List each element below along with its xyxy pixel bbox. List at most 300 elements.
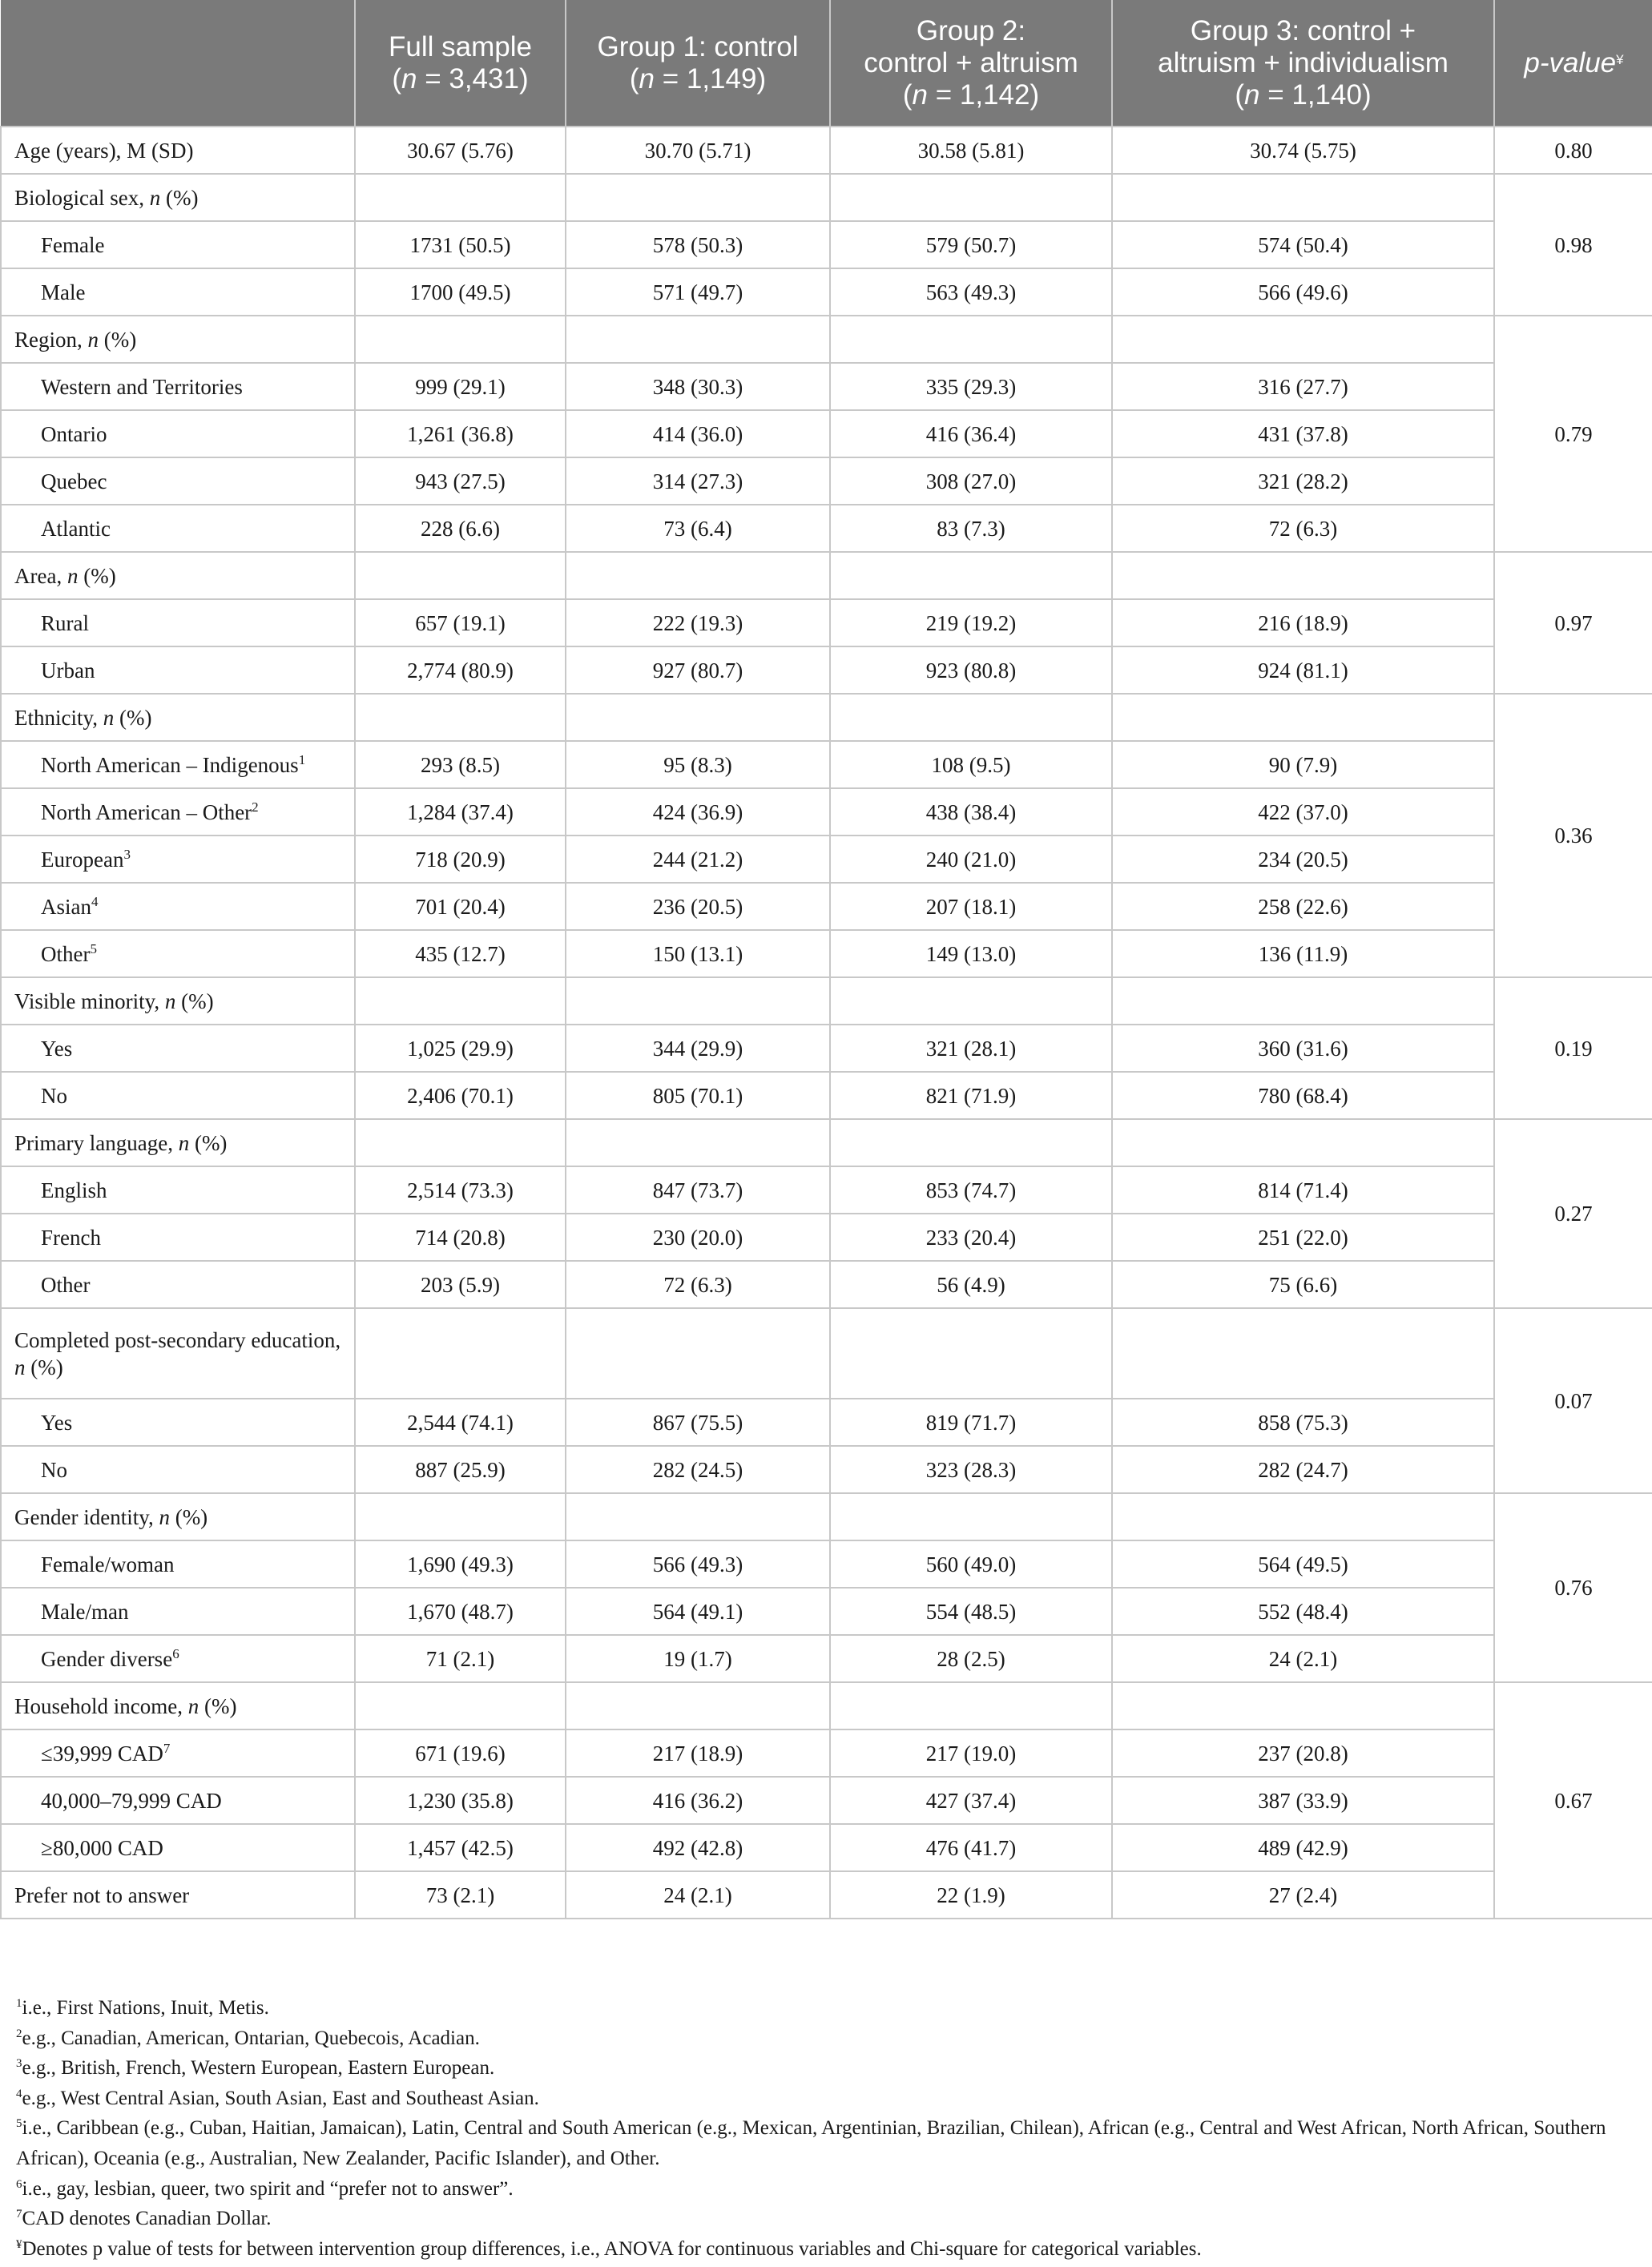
value-cell: 30.67 (5.76) bbox=[355, 127, 566, 174]
footnote-text: i.e., Caribbean (e.g., Cuban, Haitian, Jamaican), Latin, Central and South American (e.g., Mexican, Argentinian, Brazilian, Chilean), African (e.g., Central and West African, North African, Southern African), Oceania (e.g., Australian, New Zealander, Pacific Islander), and Other. bbox=[16, 2117, 1606, 2169]
empty-cell bbox=[1112, 977, 1494, 1025]
category-row bbox=[1, 1682, 1652, 1729]
table-row bbox=[1, 646, 1652, 694]
row-label-text: Male bbox=[41, 280, 86, 304]
table-row bbox=[1, 599, 1652, 646]
category-label bbox=[1, 1682, 355, 1729]
row-label-text: Urban bbox=[41, 658, 95, 683]
footnote-marker: 4 bbox=[91, 893, 99, 909]
row-label-text: Other bbox=[41, 941, 91, 966]
category-row bbox=[1, 1308, 1652, 1399]
table-row bbox=[1, 1588, 1652, 1635]
empty-cell bbox=[830, 1119, 1112, 1166]
category-row bbox=[1, 316, 1652, 363]
value-cell: 867 (75.5) bbox=[566, 1399, 830, 1446]
empty-cell bbox=[566, 552, 830, 599]
value-cell: 236 (20.5) bbox=[566, 883, 830, 930]
row-label bbox=[1, 457, 355, 505]
value-cell: 314 (27.3) bbox=[566, 457, 830, 505]
value-cell: 805 (70.1) bbox=[566, 1072, 830, 1119]
value-cell: 416 (36.4) bbox=[830, 410, 1112, 457]
value-cell: 821 (71.9) bbox=[830, 1072, 1112, 1119]
row-label bbox=[1, 221, 355, 268]
value-cell: 424 (36.9) bbox=[566, 788, 830, 836]
value-cell: 1,284 (37.4) bbox=[355, 788, 566, 836]
value-cell: 1731 (50.5) bbox=[355, 221, 566, 268]
empty-cell bbox=[1112, 694, 1494, 741]
footnote bbox=[16, 2023, 1642, 2054]
table-row bbox=[1, 1871, 1652, 1919]
footnote-text: Denotes p value of tests for between intervention group differences, i.e., ANOVA for continuous variables and Chi-square for categorical variables. bbox=[22, 2237, 1202, 2260]
empty-cell bbox=[566, 1119, 830, 1166]
stat-n-symbol: n bbox=[159, 1504, 170, 1529]
value-cell: 228 (6.6) bbox=[355, 505, 566, 552]
row-label bbox=[1, 1729, 355, 1777]
value-cell: 293 (8.5) bbox=[355, 741, 566, 788]
footnote bbox=[16, 2113, 1642, 2173]
header-group-3-n: (n = 1,140) bbox=[1235, 79, 1372, 111]
value-cell: 217 (18.9) bbox=[566, 1729, 830, 1777]
row-label bbox=[1, 1072, 355, 1119]
footnote-text: CAD denotes Canadian Dollar. bbox=[22, 2208, 272, 2230]
value-cell: 563 (49.3) bbox=[830, 268, 1112, 316]
table-row bbox=[1, 127, 1652, 174]
value-cell: 56 (4.9) bbox=[830, 1261, 1112, 1308]
value-cell: 579 (50.7) bbox=[830, 221, 1112, 268]
value-cell: 560 (49.0) bbox=[830, 1540, 1112, 1588]
empty-cell bbox=[566, 694, 830, 741]
value-cell: 73 (2.1) bbox=[355, 1871, 566, 1919]
empty-cell bbox=[355, 1119, 566, 1166]
value-cell: 566 (49.6) bbox=[1112, 268, 1494, 316]
value-cell: 476 (41.7) bbox=[830, 1824, 1112, 1871]
value-cell: 27 (2.4) bbox=[1112, 1871, 1494, 1919]
empty-cell bbox=[830, 694, 1112, 741]
empty-cell bbox=[566, 174, 830, 221]
row-label-text: ≥80,000 CAD bbox=[41, 1835, 163, 1860]
stat-percent-label: (%) bbox=[189, 1130, 228, 1155]
value-cell: 2,514 (73.3) bbox=[355, 1166, 566, 1214]
table-row bbox=[1, 741, 1652, 788]
value-cell: 427 (37.4) bbox=[830, 1777, 1112, 1824]
header-group-2-title-line-2: control + altruism bbox=[864, 46, 1078, 79]
row-label bbox=[1, 646, 355, 694]
value-cell: 1,690 (49.3) bbox=[355, 1540, 566, 1588]
value-cell: 75 (6.6) bbox=[1112, 1261, 1494, 1308]
header-full-sample-n: (n = 3,431) bbox=[392, 62, 529, 95]
value-cell: 217 (19.0) bbox=[830, 1729, 1112, 1777]
row-label-text: English bbox=[41, 1178, 107, 1202]
value-cell: 431 (37.8) bbox=[1112, 410, 1494, 457]
table-row bbox=[1, 410, 1652, 457]
table-row bbox=[1, 1824, 1652, 1871]
value-cell: 207 (18.1) bbox=[830, 883, 1112, 930]
row-label-text: Male/man bbox=[41, 1599, 129, 1624]
header-group-2-title-line-1: Group 2: bbox=[916, 14, 1026, 46]
stat-n-symbol: n bbox=[164, 989, 176, 1013]
header-cell-group-3 bbox=[1112, 0, 1494, 127]
footnote-text: e.g., Canadian, American, Ontarian, Quebecois, Acadian. bbox=[22, 2027, 480, 2049]
row-label bbox=[1, 1025, 355, 1072]
value-cell: 574 (50.4) bbox=[1112, 221, 1494, 268]
value-cell: 2,774 (80.9) bbox=[355, 646, 566, 694]
value-cell: 73 (6.4) bbox=[566, 505, 830, 552]
value-cell: 554 (48.5) bbox=[830, 1588, 1112, 1635]
category-label bbox=[1, 552, 355, 599]
row-label bbox=[1, 268, 355, 316]
empty-cell bbox=[830, 1493, 1112, 1540]
row-label bbox=[1, 1824, 355, 1871]
p-value-cell: 0.07 bbox=[1494, 1308, 1652, 1493]
row-label bbox=[1, 1777, 355, 1824]
value-cell: 237 (20.8) bbox=[1112, 1729, 1494, 1777]
table-row bbox=[1, 1729, 1652, 1777]
row-label bbox=[1, 1635, 355, 1682]
row-label bbox=[1, 1166, 355, 1214]
empty-cell bbox=[566, 977, 830, 1025]
row-label-text: No bbox=[41, 1083, 67, 1108]
table-row bbox=[1, 1261, 1652, 1308]
footnote-mark: 1 bbox=[16, 1997, 22, 2010]
footnote bbox=[16, 2053, 1642, 2084]
table-row bbox=[1, 1214, 1652, 1261]
value-cell: 219 (19.2) bbox=[830, 599, 1112, 646]
header-cell-variable bbox=[1, 0, 355, 127]
row-label-text: Western and Territories bbox=[41, 374, 243, 399]
value-cell: 282 (24.5) bbox=[566, 1446, 830, 1493]
value-cell: 1,025 (29.9) bbox=[355, 1025, 566, 1072]
empty-cell bbox=[355, 1682, 566, 1729]
value-cell: 24 (2.1) bbox=[1112, 1635, 1494, 1682]
category-label bbox=[1, 977, 355, 1025]
row-label bbox=[1, 930, 355, 977]
footnote-marker: 6 bbox=[172, 1645, 179, 1661]
value-cell: 1,457 (42.5) bbox=[355, 1824, 566, 1871]
row-label-text: Female/woman bbox=[41, 1552, 175, 1576]
value-cell: 203 (5.9) bbox=[355, 1261, 566, 1308]
row-label-text: 40,000–79,999 CAD bbox=[41, 1788, 222, 1813]
header-group-1-title: Group 1: control bbox=[597, 30, 799, 62]
footnote bbox=[16, 2174, 1642, 2205]
value-cell: 28 (2.5) bbox=[830, 1635, 1112, 1682]
stat-percent-label: (%) bbox=[199, 1693, 237, 1718]
category-row bbox=[1, 977, 1652, 1025]
value-cell: 564 (49.1) bbox=[566, 1588, 830, 1635]
p-value-cell: 0.76 bbox=[1494, 1493, 1652, 1682]
row-label-text: North American – Indigenous bbox=[41, 752, 299, 777]
table-row bbox=[1, 1166, 1652, 1214]
category-label bbox=[1, 1119, 355, 1166]
empty-cell bbox=[355, 1493, 566, 1540]
stat-n-symbol: n bbox=[178, 1130, 190, 1155]
footnote-text: e.g., West Central Asian, South Asian, East and Southeast Asian. bbox=[22, 2087, 539, 2109]
empty-cell bbox=[1112, 174, 1494, 221]
table-row bbox=[1, 221, 1652, 268]
value-cell: 923 (80.8) bbox=[830, 646, 1112, 694]
value-cell: 71 (2.1) bbox=[355, 1635, 566, 1682]
table-row bbox=[1, 1635, 1652, 1682]
footnote-mark: 3 bbox=[16, 2057, 22, 2071]
p-value-cell: 0.67 bbox=[1494, 1682, 1652, 1919]
row-label bbox=[1, 1261, 355, 1308]
p-value-cell: 0.27 bbox=[1494, 1119, 1652, 1308]
stat-percent-label: (%) bbox=[114, 705, 152, 730]
category-label bbox=[1, 174, 355, 221]
empty-cell bbox=[355, 977, 566, 1025]
value-cell: 230 (20.0) bbox=[566, 1214, 830, 1261]
value-cell: 858 (75.3) bbox=[1112, 1399, 1494, 1446]
category-label-text: Ethnicity, bbox=[14, 705, 98, 730]
row-label bbox=[1, 1446, 355, 1493]
row-label-text: Asian bbox=[41, 894, 91, 919]
value-cell: 718 (20.9) bbox=[355, 836, 566, 883]
p-value-cell: 0.19 bbox=[1494, 977, 1652, 1119]
footnote-marker: 3 bbox=[123, 846, 131, 862]
value-cell: 335 (29.3) bbox=[830, 363, 1112, 410]
value-cell: 571 (49.7) bbox=[566, 268, 830, 316]
footnote-mark: 2 bbox=[16, 2027, 22, 2040]
value-cell: 671 (19.6) bbox=[355, 1729, 566, 1777]
table-row bbox=[1, 268, 1652, 316]
value-cell: 657 (19.1) bbox=[355, 599, 566, 646]
stat-percent-label: (%) bbox=[99, 327, 137, 352]
empty-cell bbox=[566, 316, 830, 363]
value-cell: 360 (31.6) bbox=[1112, 1025, 1494, 1072]
row-label bbox=[1, 1540, 355, 1588]
table-row bbox=[1, 836, 1652, 883]
header-full-sample-title: Full sample bbox=[389, 30, 532, 62]
header-cell-p-value bbox=[1494, 0, 1652, 127]
value-cell: 489 (42.9) bbox=[1112, 1824, 1494, 1871]
value-cell: 1700 (49.5) bbox=[355, 268, 566, 316]
value-cell: 149 (13.0) bbox=[830, 930, 1112, 977]
value-cell: 2,406 (70.1) bbox=[355, 1072, 566, 1119]
value-cell: 258 (22.6) bbox=[1112, 883, 1494, 930]
empty-cell bbox=[830, 1308, 1112, 1399]
value-cell: 282 (24.7) bbox=[1112, 1446, 1494, 1493]
row-label bbox=[1, 1399, 355, 1446]
category-label-text: Area, bbox=[14, 563, 62, 588]
empty-cell bbox=[355, 174, 566, 221]
row-label-text: Rural bbox=[41, 610, 89, 635]
table-row bbox=[1, 1777, 1652, 1824]
value-cell: 701 (20.4) bbox=[355, 883, 566, 930]
value-cell: 24 (2.1) bbox=[566, 1871, 830, 1919]
value-cell: 999 (29.1) bbox=[355, 363, 566, 410]
row-label bbox=[1, 1214, 355, 1261]
value-cell: 251 (22.0) bbox=[1112, 1214, 1494, 1261]
row-label bbox=[1, 363, 355, 410]
footnote-marker: 7 bbox=[163, 1740, 171, 1756]
value-cell: 95 (8.3) bbox=[566, 741, 830, 788]
value-cell: 435 (12.7) bbox=[355, 930, 566, 977]
category-label-text: Household income, bbox=[14, 1693, 183, 1718]
footnote bbox=[16, 1993, 1642, 2023]
row-label-text: ≤39,999 CAD bbox=[41, 1741, 163, 1766]
stat-percent-label: (%) bbox=[78, 563, 116, 588]
p-value-cell: 0.79 bbox=[1494, 316, 1652, 552]
value-cell: 422 (37.0) bbox=[1112, 788, 1494, 836]
empty-cell bbox=[355, 1308, 566, 1399]
value-cell: 814 (71.4) bbox=[1112, 1166, 1494, 1214]
category-label-text: Visible minority, bbox=[14, 989, 160, 1013]
empty-cell bbox=[566, 1493, 830, 1540]
value-cell: 2,544 (74.1) bbox=[355, 1399, 566, 1446]
empty-cell bbox=[830, 316, 1112, 363]
row-label bbox=[1, 599, 355, 646]
header-group-3-title-line-2: altruism + individualism bbox=[1158, 46, 1449, 79]
header-p-value-label: p-value bbox=[1524, 46, 1617, 79]
footnote-mark: 4 bbox=[16, 2087, 22, 2100]
footnote bbox=[16, 2204, 1642, 2234]
empty-cell bbox=[1112, 1308, 1494, 1399]
value-cell: 244 (21.2) bbox=[566, 836, 830, 883]
header-cell-group-2 bbox=[830, 0, 1112, 127]
value-cell: 552 (48.4) bbox=[1112, 1588, 1494, 1635]
value-cell: 1,230 (35.8) bbox=[355, 1777, 566, 1824]
row-label-text: Gender diverse bbox=[41, 1646, 173, 1671]
empty-cell bbox=[830, 174, 1112, 221]
footnote-mark: 7 bbox=[16, 2208, 22, 2221]
empty-cell bbox=[355, 316, 566, 363]
category-label bbox=[1, 1308, 355, 1399]
value-cell: 564 (49.5) bbox=[1112, 1540, 1494, 1588]
value-cell: 387 (33.9) bbox=[1112, 1777, 1494, 1824]
table-row bbox=[1, 457, 1652, 505]
value-cell: 240 (21.0) bbox=[830, 836, 1112, 883]
value-cell: 234 (20.5) bbox=[1112, 836, 1494, 883]
table-header bbox=[1, 0, 1652, 127]
value-cell: 714 (20.8) bbox=[355, 1214, 566, 1261]
row-label bbox=[1, 1588, 355, 1635]
row-label bbox=[1, 788, 355, 836]
stat-percent-label: (%) bbox=[160, 185, 199, 210]
value-cell: 416 (36.2) bbox=[566, 1777, 830, 1824]
footnote bbox=[16, 2084, 1642, 2114]
table-row bbox=[1, 883, 1652, 930]
table-row bbox=[1, 930, 1652, 977]
row-label-text: Prefer not to answer bbox=[14, 1882, 190, 1907]
p-value-cell: 0.80 bbox=[1494, 127, 1652, 174]
table-row bbox=[1, 363, 1652, 410]
value-cell: 30.74 (5.75) bbox=[1112, 127, 1494, 174]
value-cell: 853 (74.7) bbox=[830, 1166, 1112, 1214]
category-label-text: Biological sex, bbox=[14, 185, 144, 210]
value-cell: 30.70 (5.71) bbox=[566, 127, 830, 174]
empty-cell bbox=[1112, 316, 1494, 363]
row-label-text: Yes bbox=[41, 1036, 73, 1061]
row-label-text: Atlantic bbox=[41, 516, 111, 541]
row-label-text: Female bbox=[41, 232, 105, 257]
header-group-3-title-line-1: Group 3: control + bbox=[1190, 14, 1416, 46]
empty-cell bbox=[566, 1308, 830, 1399]
table-footnotes bbox=[16, 1993, 1642, 2264]
empty-cell bbox=[1112, 552, 1494, 599]
empty-cell bbox=[355, 552, 566, 599]
value-cell: 83 (7.3) bbox=[830, 505, 1112, 552]
row-label-text: European bbox=[41, 847, 124, 872]
p-value-cell: 0.36 bbox=[1494, 694, 1652, 977]
stat-percent-label: (%) bbox=[25, 1355, 63, 1379]
footnote-text: i.e., gay, lesbian, queer, two spirit and “prefer not to answer”. bbox=[22, 2177, 514, 2200]
footnote-mark: 5 bbox=[16, 2117, 22, 2131]
value-cell: 414 (36.0) bbox=[566, 410, 830, 457]
stat-n-symbol: n bbox=[14, 1355, 26, 1379]
value-cell: 887 (25.9) bbox=[355, 1446, 566, 1493]
value-cell: 344 (29.9) bbox=[566, 1025, 830, 1072]
stat-n-symbol: n bbox=[87, 327, 99, 352]
footnote bbox=[16, 2234, 1642, 2265]
empty-cell bbox=[566, 1682, 830, 1729]
empty-cell bbox=[1112, 1119, 1494, 1166]
footnote-mark: ¥ bbox=[16, 2237, 22, 2251]
empty-cell bbox=[1112, 1493, 1494, 1540]
row-label-text: No bbox=[41, 1457, 67, 1482]
footnote-text: i.e., First Nations, Inuit, Metis. bbox=[22, 1997, 269, 2019]
value-cell: 316 (27.7) bbox=[1112, 363, 1494, 410]
stat-percent-label: (%) bbox=[169, 1504, 208, 1529]
header-group-1-n: (n = 1,149) bbox=[629, 62, 767, 95]
header-cell-full-sample bbox=[355, 0, 566, 127]
value-cell: 72 (6.3) bbox=[566, 1261, 830, 1308]
value-cell: 847 (73.7) bbox=[566, 1166, 830, 1214]
value-cell: 216 (18.9) bbox=[1112, 599, 1494, 646]
row-label bbox=[1, 883, 355, 930]
value-cell: 780 (68.4) bbox=[1112, 1072, 1494, 1119]
category-row bbox=[1, 1493, 1652, 1540]
stat-n-symbol: n bbox=[66, 563, 79, 588]
footnote-marker: 1 bbox=[298, 751, 306, 767]
empty-cell bbox=[355, 694, 566, 741]
header-p-value-mark: ¥ bbox=[1616, 51, 1624, 67]
value-cell: 72 (6.3) bbox=[1112, 505, 1494, 552]
value-cell: 233 (20.4) bbox=[830, 1214, 1112, 1261]
row-label-text: French bbox=[41, 1225, 101, 1250]
value-cell: 321 (28.1) bbox=[830, 1025, 1112, 1072]
category-label-text: Primary language, bbox=[14, 1130, 173, 1155]
empty-cell bbox=[1112, 1682, 1494, 1729]
row-label bbox=[1, 410, 355, 457]
row-label-text: Yes bbox=[41, 1410, 73, 1435]
table-row bbox=[1, 1446, 1652, 1493]
row-label-text: Other bbox=[41, 1272, 91, 1297]
header-row bbox=[1, 0, 1652, 127]
value-cell: 927 (80.7) bbox=[566, 646, 830, 694]
value-cell: 438 (38.4) bbox=[830, 788, 1112, 836]
table-row bbox=[1, 1025, 1652, 1072]
value-cell: 136 (11.9) bbox=[1112, 930, 1494, 977]
category-row bbox=[1, 552, 1652, 599]
value-cell: 222 (19.3) bbox=[566, 599, 830, 646]
category-label bbox=[1, 1493, 355, 1540]
footnote-text: e.g., British, French, Western European, Eastern European. bbox=[22, 2057, 495, 2080]
category-row bbox=[1, 1119, 1652, 1166]
stat-n-symbol: n bbox=[103, 705, 115, 730]
value-cell: 492 (42.8) bbox=[566, 1824, 830, 1871]
table-row bbox=[1, 1072, 1652, 1119]
value-cell: 1,670 (48.7) bbox=[355, 1588, 566, 1635]
value-cell: 323 (28.3) bbox=[830, 1446, 1112, 1493]
category-label-text: Gender identity, bbox=[14, 1504, 154, 1529]
footnote-mark: 6 bbox=[16, 2177, 22, 2191]
value-cell: 150 (13.1) bbox=[566, 930, 830, 977]
row-label-text: Quebec bbox=[41, 469, 107, 493]
table-body bbox=[1, 127, 1652, 1919]
category-row bbox=[1, 174, 1652, 221]
value-cell: 19 (1.7) bbox=[566, 1635, 830, 1682]
stat-percent-label: (%) bbox=[175, 989, 214, 1013]
value-cell: 108 (9.5) bbox=[830, 741, 1112, 788]
